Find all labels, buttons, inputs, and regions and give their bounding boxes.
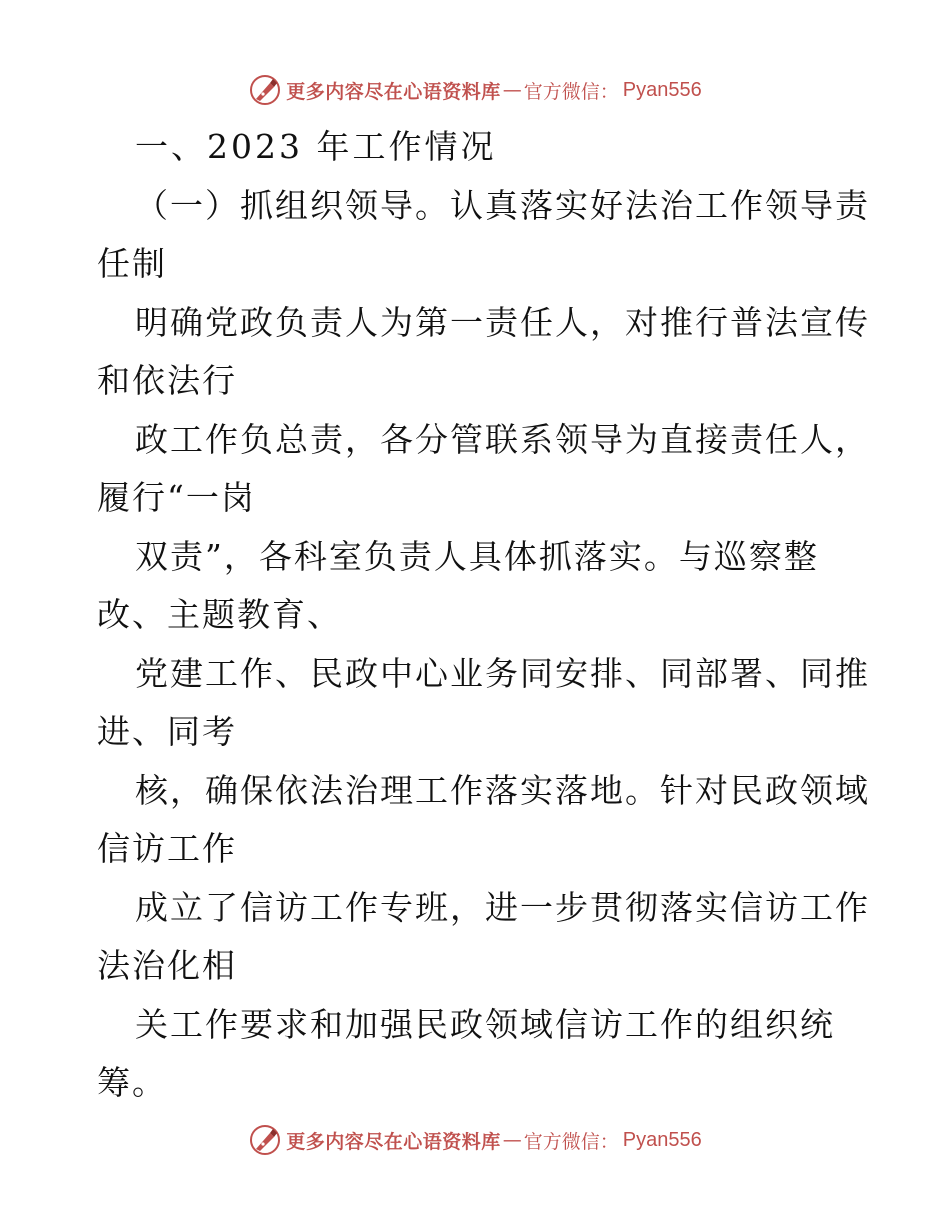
watermark-wechat-label: 官方微信： [523,1130,619,1153]
body-line: 双责”，各科室负责人具体抓落实。与巡察整 [135,536,819,576]
body-line: 明确党政负责人为第一责任人，对推行普法宣传 [135,302,870,342]
body-line: 成立了信访工作专班，进一步贯彻落实信访工作 [135,887,870,927]
body-line: 进、同考 [97,712,237,751]
document-body [97,118,870,1113]
body-line: 党建工作、民政中心业务同安排、同部署、同推 [135,653,870,693]
watermark-brand: 更多内容尽在心语资料库 [286,80,501,103]
body-line: 信访工作 [97,829,237,868]
body-line: 政工作负总责，各分管联系领导为直接责任人， [135,419,870,459]
body-line: （一）抓组织领导。认真落实好法治工作领导责 [135,185,870,225]
bottom-watermark-banner [0,1120,950,1160]
pen-nib-logo-icon [248,1123,282,1157]
body-line: 履行“一岗 [97,478,256,517]
body-line: 关工作要求和加强民政领域信访工作的组织统 [135,1004,835,1044]
body-line: 改、主题教育、 [97,595,342,634]
body-line: 筹。 [97,1063,167,1102]
watermark-dash: — [502,1129,522,1151]
watermark-wechat-label: 官方微信： [523,80,619,103]
watermark-dash: — [502,79,522,101]
body-line: 任制 [97,244,167,283]
body-line: 和依法行 [97,361,237,400]
watermark-wechat-id: Pyan556 [622,78,702,101]
top-watermark-banner [0,70,950,110]
watermark-wechat-id: Pyan556 [622,1128,702,1151]
body-line: 法治化相 [97,946,237,985]
watermark-brand: 更多内容尽在心语资料库 [286,1130,501,1153]
body-line: 核，确保依法治理工作落实落地。针对民政领域 [135,770,870,810]
pen-nib-logo-icon [248,73,282,107]
section-heading: 一、2023 年工作情况 [135,127,497,166]
